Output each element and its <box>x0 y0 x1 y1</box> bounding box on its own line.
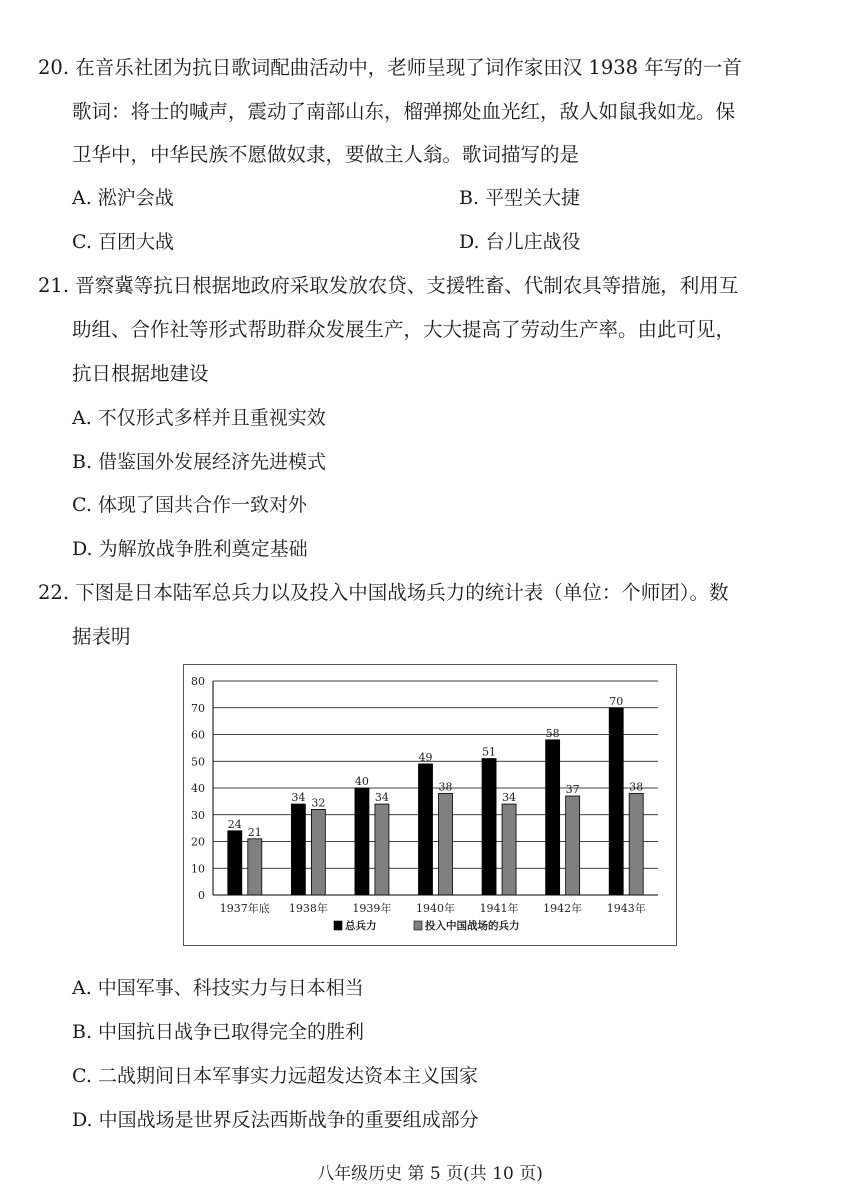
y-tick-label: 60 <box>191 728 205 742</box>
page-footer: 八年级历史 第 5 页(共 10 页) <box>317 1164 543 1184</box>
y-tick-label: 80 <box>191 675 205 688</box>
bar <box>482 759 496 895</box>
legend-label: 总兵力 <box>345 920 377 932</box>
y-tick-label: 0 <box>198 889 205 902</box>
data-label: 51 <box>482 745 497 759</box>
q21-stem-line-1: 21. 晋察冀等抗日根据地政府采取发放农贷、支援牲畜、代制农具等措施，利用互 <box>38 274 739 297</box>
y-tick-label: 30 <box>191 808 205 822</box>
legend-swatch <box>334 921 342 930</box>
bar <box>228 831 242 895</box>
q21-option-a: A. 不仅形式多样并且重视实效 <box>72 407 326 429</box>
q20-stem-line-3: 卫华中，中华民族不愿做奴隶，要做主人翁。歌词描写的是 <box>72 143 580 166</box>
legend-swatch <box>414 921 422 930</box>
x-tick-label: 1941年 <box>479 902 519 915</box>
x-tick-label: 1940年 <box>416 902 455 915</box>
q22-option-a: A. 中国军事、科技实力与日本相当 <box>72 977 364 999</box>
bar <box>439 793 453 895</box>
x-tick-label: 1943年 <box>606 902 646 915</box>
q20-option-a: A. 淞沪会战 <box>72 187 174 209</box>
q20-stem-line-2: 歌词：将士的喊声，震动了南部山东，榴弹掷处血光红，敌人如鼠我如龙。保 <box>72 100 736 123</box>
bar <box>248 839 262 895</box>
y-tick-label: 40 <box>191 782 205 795</box>
bar <box>502 804 516 895</box>
x-tick-label: 1942年 <box>543 902 583 915</box>
data-label: 38 <box>438 780 453 794</box>
chart-canvas <box>184 665 676 945</box>
q20-option-c: C. 百团大战 <box>72 231 174 253</box>
data-label: 58 <box>545 726 560 740</box>
y-tick-label: 20 <box>191 835 205 849</box>
q22-option-b: B. 中国抗日战争已取得完全的胜利 <box>72 1021 365 1043</box>
data-label: 24 <box>227 817 242 831</box>
bar <box>311 809 325 895</box>
q21-stem-line-3: 抗日根据地建设 <box>72 362 209 385</box>
data-label: 34 <box>502 791 517 805</box>
data-label: 49 <box>418 750 433 764</box>
data-label: 21 <box>247 825 262 839</box>
q21-option-d: D. 为解放战争胜利奠定基础 <box>72 538 308 560</box>
bar <box>419 764 433 895</box>
q20-option-d: D. 台儿庄战役 <box>459 231 581 253</box>
x-tick-label: 1939年 <box>352 902 392 915</box>
data-label: 38 <box>629 780 644 794</box>
data-label: 34 <box>291 791 306 805</box>
q20-stem-line-1: 20. 在音乐社团为抗日歌词配曲活动中，老师呈现了词作家田汉 1938 年写的一首 <box>38 56 742 79</box>
data-label: 70 <box>609 694 624 708</box>
q22-stem-line-2: 据表明 <box>72 625 131 648</box>
bar <box>291 804 305 895</box>
y-tick-label: 10 <box>191 862 205 876</box>
bar <box>566 796 580 895</box>
data-label: 34 <box>374 791 389 805</box>
y-tick-label: 70 <box>191 701 205 715</box>
data-label: 37 <box>565 783 580 797</box>
bar <box>546 740 560 895</box>
q21-option-c: C. 体现了国共合作一致对外 <box>72 494 307 516</box>
q21-stem-line-2: 助组、合作社等形式帮助群众发展生产，大大提高了劳动生产率。由此可见， <box>72 318 736 341</box>
q20-option-b: B. 平型关大捷 <box>459 187 581 209</box>
q22-option-c: C. 二战期间日本军事实力远超发达资本主义国家 <box>72 1065 478 1087</box>
y-tick-label: 50 <box>191 755 205 769</box>
q22-stem-line-1: 22. 下图是日本陆军总兵力以及投入中国战场兵力的统计表（单位：个师团）。数 <box>38 581 729 604</box>
x-tick-label: 1937年底 <box>219 902 270 915</box>
q21-option-b: B. 借鉴国外发展经济先进模式 <box>72 451 327 473</box>
bar <box>375 804 389 895</box>
data-label: 40 <box>354 775 369 788</box>
q22-option-d: D. 中国战场是世界反法西斯战争的重要组成部分 <box>72 1109 479 1131</box>
legend-label: 投入中国战场的兵力 <box>425 920 520 932</box>
bar <box>609 708 623 895</box>
data-label: 32 <box>311 796 326 810</box>
x-tick-label: 1938年 <box>288 902 328 915</box>
troop-strength-chart <box>183 664 677 946</box>
bar <box>629 793 643 895</box>
bar <box>355 788 369 895</box>
